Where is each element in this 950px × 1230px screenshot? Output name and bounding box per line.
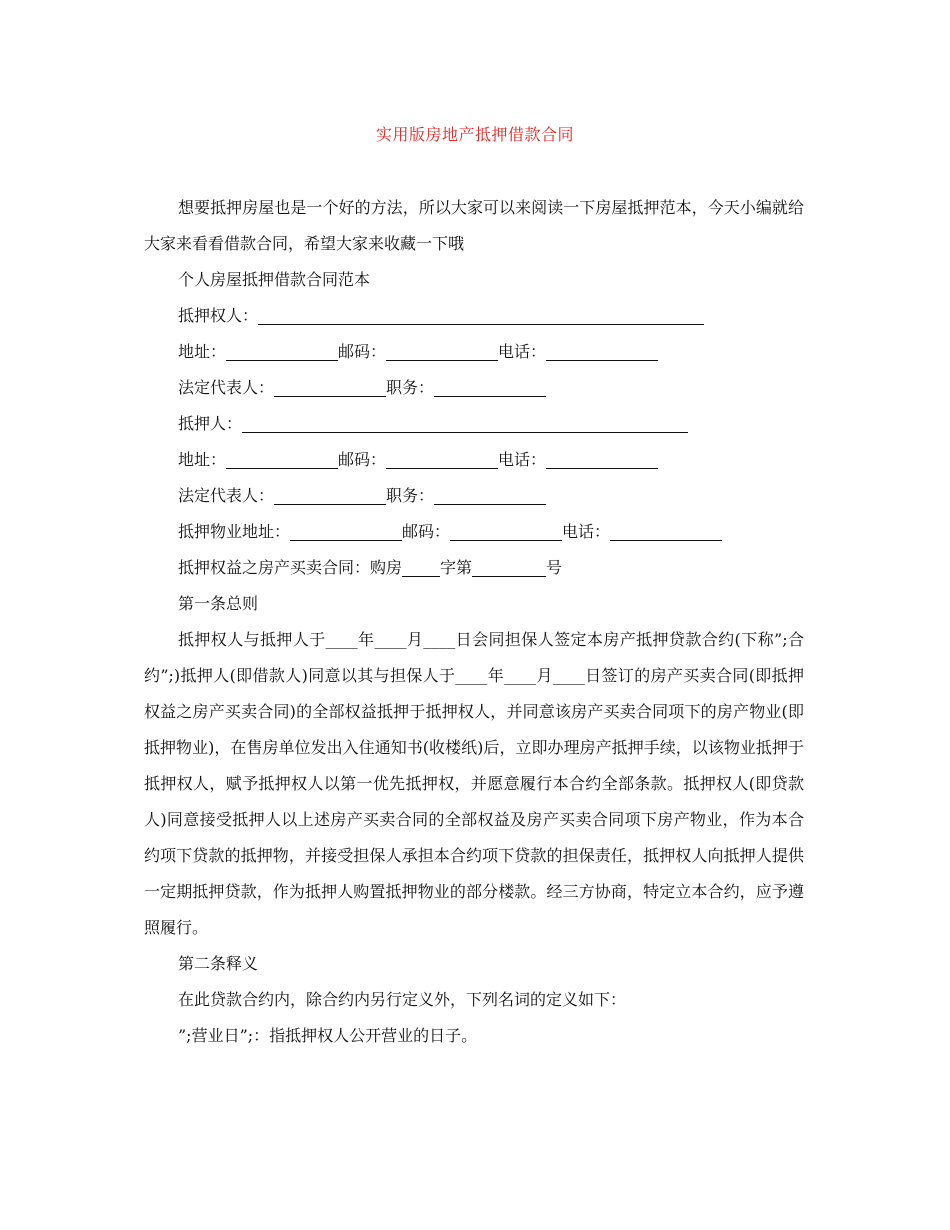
mortgagor-line xyxy=(144,406,804,442)
document-body xyxy=(144,190,804,1054)
address-blank xyxy=(226,446,338,469)
phone-blank xyxy=(610,518,722,541)
article-1-paragraph: 抵押权人与抵押人于____年____月____日会同担保人签定本房产抵押贷款合约(下称”;合约”;)抵押人(即借款人)同意以其与担保人于____年____月____日签订的房产买卖合同(即抵押权益之房产买卖合同)的全部权益抵押于抵押权人，并同意该房产买卖合同项下的房产物业(即抵押物业)，在售房单位发出入住通知书(收楼纸)后，立即办理房产抵押手续，以该物业抵押于抵押权人，赋予抵押权人以第一优先抵押权，并愿意履行本合约全部条款。抵押权人(即贷款人)同意接受抵押人以上述房产买卖合同的全部权益及房产买卖合同项下房产物业，作为本合约项下贷款的抵押物，并接受担保人承担本合约项下贷款的担保责任，抵押权人向抵押人提供一定期抵押贷款，作为抵押人购置抵押物业的部分楼款。经三方协商，特定立本合约，应予遵照履行。 xyxy=(144,630,804,937)
section-subtitle: 个人房屋抵押借款合同范本 xyxy=(178,270,371,289)
postcode-label: 邮码： xyxy=(338,450,387,469)
postcode-label: 邮码： xyxy=(338,342,387,361)
postcode-blank xyxy=(386,338,498,361)
address-label: 地址： xyxy=(178,342,227,361)
article-2-paragraph: 在此贷款合约内，除合约内另行定义外，下列名词的定义如下： xyxy=(178,990,627,1009)
position-label: 职务： xyxy=(386,378,435,397)
address-blank xyxy=(226,338,338,361)
mortgagee-label: 抵押权人： xyxy=(178,306,259,325)
document-title: 实用版房地产抵押借款合同 xyxy=(375,125,574,144)
phone-blank xyxy=(546,446,658,469)
article-1-heading: 第一条总则 xyxy=(178,594,259,613)
mortgagor-blank xyxy=(242,410,688,433)
article-2-heading: 第二条释义 xyxy=(178,954,259,973)
contract-mid-label: 字第 xyxy=(440,558,473,577)
legal-rep-label: 法定代表人： xyxy=(178,378,275,397)
mortgagee-address-line xyxy=(144,334,804,370)
legal-rep-blank xyxy=(274,374,386,397)
legal-rep-blank xyxy=(274,482,386,505)
property-address-blank xyxy=(290,518,402,541)
contract-blank-2 xyxy=(472,554,546,577)
mortgagee-blank xyxy=(258,302,704,325)
legal-rep-label: 法定代表人： xyxy=(178,486,275,505)
position-blank xyxy=(434,482,546,505)
mortgagee-rep-line xyxy=(144,370,804,406)
mortgagor-label: 抵押人： xyxy=(178,414,243,433)
mortgagee-line xyxy=(144,298,804,334)
contract-suffix-label: 号 xyxy=(546,558,563,577)
contract-prefix-label: 抵押权益之房产买卖合同：购房 xyxy=(178,558,403,577)
mortgagor-address-line xyxy=(144,442,804,478)
position-label: 职务： xyxy=(386,486,435,505)
property-address-label: 抵押物业地址： xyxy=(178,522,291,541)
property-address-line xyxy=(144,514,804,550)
contract-number-line xyxy=(144,550,804,586)
postcode-blank xyxy=(450,518,562,541)
phone-label: 电话： xyxy=(498,342,547,361)
phone-blank xyxy=(546,338,658,361)
address-label: 地址： xyxy=(178,450,227,469)
postcode-blank xyxy=(386,446,498,469)
definition-business-day: ”;营业日”;：指抵押权人公开营业的日子。 xyxy=(178,1026,478,1045)
contract-blank-1 xyxy=(402,554,440,577)
mortgagor-rep-line xyxy=(144,478,804,514)
phone-label: 电话： xyxy=(562,522,611,541)
intro-paragraph: 想要抵押房屋也是一个好的方法，所以大家可以来阅读一下房屋抵押范本，今天小编就给大家来看看借款合同，希望大家来收藏一下哦 xyxy=(144,198,804,253)
phone-label: 电话： xyxy=(498,450,547,469)
position-blank xyxy=(434,374,546,397)
postcode-label: 邮码： xyxy=(402,522,451,541)
